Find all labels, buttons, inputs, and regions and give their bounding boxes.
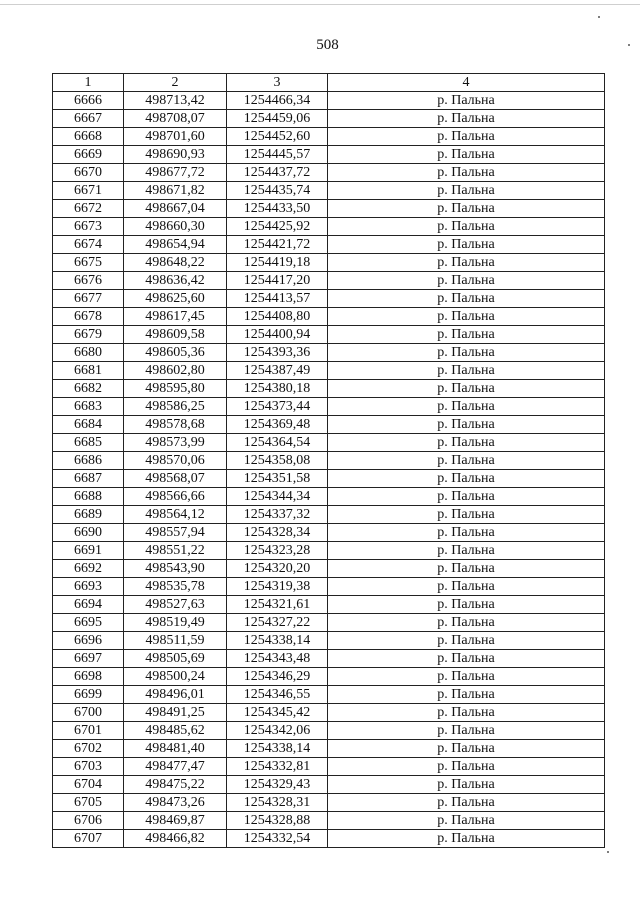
table-row (53, 758, 605, 776)
y-coordinate-cell: 1254387,49 (227, 362, 328, 380)
y-coordinate-cell: 1254435,74 (227, 182, 328, 200)
y-coordinate-cell: 1254364,54 (227, 434, 328, 452)
x-coordinate-cell: 498671,82 (124, 182, 227, 200)
column-header-description: 4 (328, 74, 605, 92)
point-number-cell: 6676 (53, 272, 124, 290)
point-number-cell: 6691 (53, 542, 124, 560)
table-row (53, 794, 605, 812)
table-row (53, 614, 605, 632)
y-coordinate-cell: 1254337,32 (227, 506, 328, 524)
table-row (53, 272, 605, 290)
table-row (53, 398, 605, 416)
x-coordinate-cell: 498505,69 (124, 650, 227, 668)
description-cell: р. Пальна (328, 506, 605, 524)
x-coordinate-cell: 498660,30 (124, 218, 227, 236)
point-number-cell: 6666 (53, 92, 124, 110)
y-coordinate-cell: 1254413,57 (227, 290, 328, 308)
table-row (53, 740, 605, 758)
y-coordinate-cell: 1254345,42 (227, 704, 328, 722)
description-cell: р. Пальна (328, 722, 605, 740)
description-cell: р. Пальна (328, 812, 605, 830)
y-coordinate-cell: 1254373,44 (227, 398, 328, 416)
table-row (53, 578, 605, 596)
table-row (53, 488, 605, 506)
description-cell: р. Пальна (328, 200, 605, 218)
point-number-cell: 6667 (53, 110, 124, 128)
y-coordinate-cell: 1254351,58 (227, 470, 328, 488)
x-coordinate-cell: 498511,59 (124, 632, 227, 650)
point-number-cell: 6679 (53, 326, 124, 344)
table-row (53, 308, 605, 326)
table-row (53, 542, 605, 560)
point-number-cell: 6699 (53, 686, 124, 704)
x-coordinate-cell: 498500,24 (124, 668, 227, 686)
y-coordinate-cell: 1254452,60 (227, 128, 328, 146)
point-number-cell: 6675 (53, 254, 124, 272)
table-row (53, 650, 605, 668)
header-row (53, 74, 605, 92)
point-number-cell: 6680 (53, 344, 124, 362)
table-row (53, 218, 605, 236)
y-coordinate-cell: 1254321,61 (227, 596, 328, 614)
point-number-cell: 6705 (53, 794, 124, 812)
description-cell: р. Пальна (328, 668, 605, 686)
y-coordinate-cell: 1254346,29 (227, 668, 328, 686)
table-row (53, 236, 605, 254)
scan-speck (598, 16, 600, 18)
x-coordinate-cell: 498654,94 (124, 236, 227, 254)
y-coordinate-cell: 1254344,34 (227, 488, 328, 506)
x-coordinate-cell: 498496,01 (124, 686, 227, 704)
x-coordinate-cell: 498701,60 (124, 128, 227, 146)
x-coordinate-cell: 498485,62 (124, 722, 227, 740)
x-coordinate-cell: 498602,80 (124, 362, 227, 380)
point-number-cell: 6682 (53, 380, 124, 398)
point-number-cell: 6669 (53, 146, 124, 164)
table-row (53, 380, 605, 398)
point-number-cell: 6696 (53, 632, 124, 650)
x-coordinate-cell: 498586,25 (124, 398, 227, 416)
x-coordinate-cell: 498648,22 (124, 254, 227, 272)
description-cell: р. Пальна (328, 488, 605, 506)
table-row (53, 362, 605, 380)
description-cell: р. Пальна (328, 344, 605, 362)
y-coordinate-cell: 1254327,22 (227, 614, 328, 632)
column-header-y: 3 (227, 74, 328, 92)
table-row (53, 524, 605, 542)
table-row (53, 434, 605, 452)
point-number-cell: 6701 (53, 722, 124, 740)
x-coordinate-cell: 498578,68 (124, 416, 227, 434)
point-number-cell: 6672 (53, 200, 124, 218)
x-coordinate-cell: 498481,40 (124, 740, 227, 758)
x-coordinate-cell: 498473,26 (124, 794, 227, 812)
x-coordinate-cell: 498677,72 (124, 164, 227, 182)
table-row (53, 326, 605, 344)
table-row (53, 182, 605, 200)
y-coordinate-cell: 1254437,72 (227, 164, 328, 182)
description-cell: р. Пальна (328, 92, 605, 110)
description-cell: р. Пальна (328, 110, 605, 128)
point-number-cell: 6690 (53, 524, 124, 542)
table-row (53, 128, 605, 146)
x-coordinate-cell: 498519,49 (124, 614, 227, 632)
scan-speck (607, 851, 609, 853)
point-number-cell: 6671 (53, 182, 124, 200)
y-coordinate-cell: 1254425,92 (227, 218, 328, 236)
point-number-cell: 6668 (53, 128, 124, 146)
description-cell: р. Пальна (328, 128, 605, 146)
description-cell: р. Пальна (328, 524, 605, 542)
point-number-cell: 6695 (53, 614, 124, 632)
point-number-cell: 6683 (53, 398, 124, 416)
description-cell: р. Пальна (328, 686, 605, 704)
y-coordinate-cell: 1254338,14 (227, 740, 328, 758)
x-coordinate-cell: 498475,22 (124, 776, 227, 794)
table-row (53, 776, 605, 794)
y-coordinate-cell: 1254332,81 (227, 758, 328, 776)
description-cell: р. Пальна (328, 632, 605, 650)
point-number-cell: 6704 (53, 776, 124, 794)
point-number-cell: 6670 (53, 164, 124, 182)
description-cell: р. Пальна (328, 272, 605, 290)
description-cell: р. Пальна (328, 236, 605, 254)
table-row (53, 200, 605, 218)
point-number-cell: 6692 (53, 560, 124, 578)
y-coordinate-cell: 1254328,34 (227, 524, 328, 542)
table-row (53, 722, 605, 740)
point-number-cell: 6686 (53, 452, 124, 470)
description-cell: р. Пальна (328, 596, 605, 614)
description-cell: р. Пальна (328, 452, 605, 470)
x-coordinate-cell: 498713,42 (124, 92, 227, 110)
point-number-cell: 6687 (53, 470, 124, 488)
table-row (53, 830, 605, 848)
point-number-cell: 6698 (53, 668, 124, 686)
y-coordinate-cell: 1254466,34 (227, 92, 328, 110)
table-row (53, 560, 605, 578)
point-number-cell: 6674 (53, 236, 124, 254)
description-cell: р. Пальна (328, 326, 605, 344)
table-row (53, 812, 605, 830)
page-number: 508 (316, 37, 339, 53)
y-coordinate-cell: 1254358,08 (227, 452, 328, 470)
description-cell: р. Пальна (328, 254, 605, 272)
table-row (53, 416, 605, 434)
x-coordinate-cell: 498636,42 (124, 272, 227, 290)
table-row (53, 704, 605, 722)
point-number-cell: 6689 (53, 506, 124, 524)
description-cell: р. Пальна (328, 830, 605, 848)
point-number-cell: 6697 (53, 650, 124, 668)
x-coordinate-cell: 498551,22 (124, 542, 227, 560)
x-coordinate-cell: 498605,36 (124, 344, 227, 362)
description-cell: р. Пальна (328, 290, 605, 308)
x-coordinate-cell: 498667,04 (124, 200, 227, 218)
description-cell: р. Пальна (328, 164, 605, 182)
table-row (53, 506, 605, 524)
table-row (53, 146, 605, 164)
x-coordinate-cell: 498625,60 (124, 290, 227, 308)
y-coordinate-cell: 1254433,50 (227, 200, 328, 218)
table-row (53, 92, 605, 110)
x-coordinate-cell: 498609,58 (124, 326, 227, 344)
x-coordinate-cell: 498570,06 (124, 452, 227, 470)
table-body (53, 92, 605, 848)
x-coordinate-cell: 498708,07 (124, 110, 227, 128)
y-coordinate-cell: 1254346,55 (227, 686, 328, 704)
table-row (53, 344, 605, 362)
point-number-cell: 6685 (53, 434, 124, 452)
point-number-cell: 6706 (53, 812, 124, 830)
y-coordinate-cell: 1254417,20 (227, 272, 328, 290)
scan-edge-line (0, 4, 640, 5)
table-row (53, 632, 605, 650)
x-coordinate-cell: 498469,87 (124, 812, 227, 830)
point-number-cell: 6673 (53, 218, 124, 236)
y-coordinate-cell: 1254393,36 (227, 344, 328, 362)
x-coordinate-cell: 498477,47 (124, 758, 227, 776)
table-row (53, 686, 605, 704)
table-row (53, 668, 605, 686)
point-number-cell: 6681 (53, 362, 124, 380)
x-coordinate-cell: 498568,07 (124, 470, 227, 488)
x-coordinate-cell: 498535,78 (124, 578, 227, 596)
table-row (53, 470, 605, 488)
point-number-cell: 6678 (53, 308, 124, 326)
description-cell: р. Пальна (328, 416, 605, 434)
y-coordinate-cell: 1254342,06 (227, 722, 328, 740)
point-number-cell: 6703 (53, 758, 124, 776)
y-coordinate-cell: 1254338,14 (227, 632, 328, 650)
x-coordinate-cell: 498566,66 (124, 488, 227, 506)
y-coordinate-cell: 1254329,43 (227, 776, 328, 794)
table-row (53, 452, 605, 470)
x-coordinate-cell: 498527,63 (124, 596, 227, 614)
table-header (53, 74, 605, 92)
description-cell: р. Пальна (328, 218, 605, 236)
description-cell: р. Пальна (328, 398, 605, 416)
point-number-cell: 6694 (53, 596, 124, 614)
description-cell: р. Пальна (328, 470, 605, 488)
point-number-cell: 6688 (53, 488, 124, 506)
description-cell: р. Пальна (328, 380, 605, 398)
table-row (53, 110, 605, 128)
description-cell: р. Пальна (328, 704, 605, 722)
y-coordinate-cell: 1254421,72 (227, 236, 328, 254)
description-cell: р. Пальна (328, 794, 605, 812)
x-coordinate-cell: 498543,90 (124, 560, 227, 578)
description-cell: р. Пальна (328, 182, 605, 200)
point-number-cell: 6693 (53, 578, 124, 596)
y-coordinate-cell: 1254445,57 (227, 146, 328, 164)
y-coordinate-cell: 1254319,38 (227, 578, 328, 596)
x-coordinate-cell: 498573,99 (124, 434, 227, 452)
y-coordinate-cell: 1254332,54 (227, 830, 328, 848)
x-coordinate-cell: 498557,94 (124, 524, 227, 542)
x-coordinate-cell: 498690,93 (124, 146, 227, 164)
description-cell: р. Пальна (328, 758, 605, 776)
description-cell: р. Пальна (328, 776, 605, 794)
column-header-x: 2 (124, 74, 227, 92)
x-coordinate-cell: 498564,12 (124, 506, 227, 524)
description-cell: р. Пальна (328, 614, 605, 632)
y-coordinate-cell: 1254408,80 (227, 308, 328, 326)
description-cell: р. Пальна (328, 740, 605, 758)
table-row (53, 596, 605, 614)
table-row (53, 254, 605, 272)
description-cell: р. Пальна (328, 146, 605, 164)
x-coordinate-cell: 498466,82 (124, 830, 227, 848)
point-number-cell: 6707 (53, 830, 124, 848)
y-coordinate-cell: 1254369,48 (227, 416, 328, 434)
y-coordinate-cell: 1254343,48 (227, 650, 328, 668)
x-coordinate-cell: 498617,45 (124, 308, 227, 326)
point-number-cell: 6684 (53, 416, 124, 434)
y-coordinate-cell: 1254380,18 (227, 380, 328, 398)
point-number-cell: 6700 (53, 704, 124, 722)
point-number-cell: 6702 (53, 740, 124, 758)
table-row (53, 290, 605, 308)
table-row (53, 164, 605, 182)
description-cell: р. Пальна (328, 308, 605, 326)
description-cell: р. Пальна (328, 560, 605, 578)
description-cell: р. Пальна (328, 542, 605, 560)
y-coordinate-cell: 1254459,06 (227, 110, 328, 128)
description-cell: р. Пальна (328, 650, 605, 668)
x-coordinate-cell: 498595,80 (124, 380, 227, 398)
y-coordinate-cell: 1254400,94 (227, 326, 328, 344)
y-coordinate-cell: 1254328,31 (227, 794, 328, 812)
y-coordinate-cell: 1254323,28 (227, 542, 328, 560)
y-coordinate-cell: 1254320,20 (227, 560, 328, 578)
description-cell: р. Пальна (328, 362, 605, 380)
description-cell: р. Пальна (328, 578, 605, 596)
y-coordinate-cell: 1254419,18 (227, 254, 328, 272)
point-number-cell: 6677 (53, 290, 124, 308)
coordinates-table (52, 73, 605, 848)
column-header-point-number: 1 (53, 74, 124, 92)
y-coordinate-cell: 1254328,88 (227, 812, 328, 830)
x-coordinate-cell: 498491,25 (124, 704, 227, 722)
description-cell: р. Пальна (328, 434, 605, 452)
